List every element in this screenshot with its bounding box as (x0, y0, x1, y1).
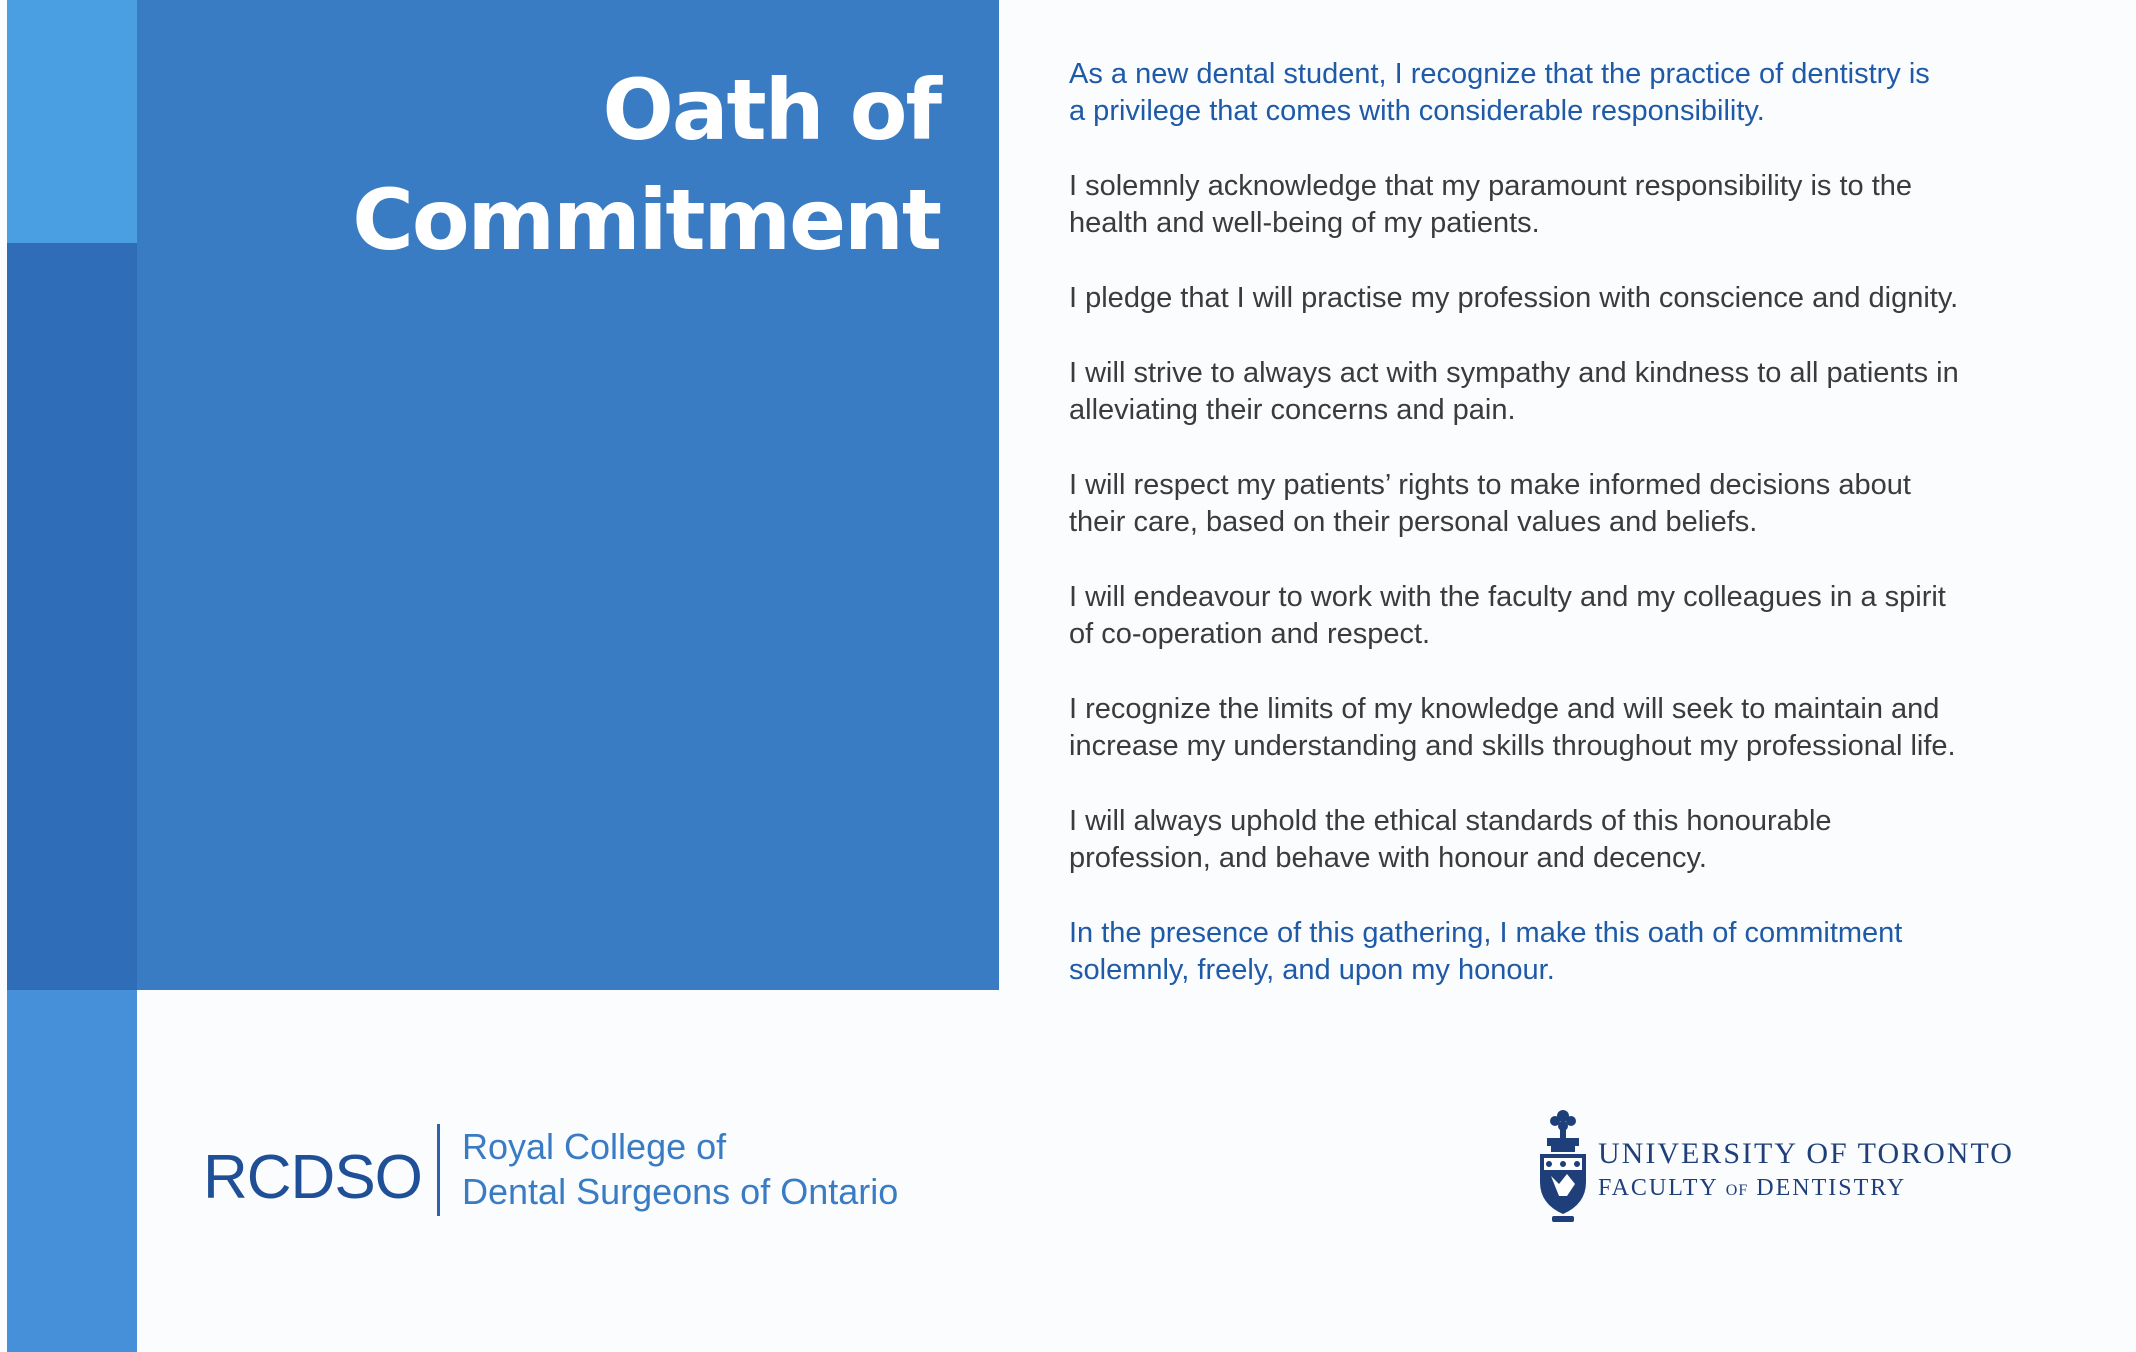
oath-line: I will strive to always act with sympathy and kindness to all patients in (1069, 357, 1959, 389)
oath-paragraph (1069, 355, 2069, 429)
oath-line: their care, based on their personal values and beliefs. (1069, 506, 1758, 538)
oath-line: of co-operation and respect. (1069, 618, 1431, 650)
oath-paragraph (1069, 168, 2069, 242)
rcdso-abbreviation: RCDSO (203, 1143, 422, 1212)
oath-line: In the presence of this gathering, I make this oath of commitment (1069, 917, 1903, 949)
uoft-faculty-name (1598, 1174, 1906, 1205)
uoft-logo (1534, 1108, 2074, 1228)
page-title (352, 55, 940, 275)
oath-paragraph-closing (1069, 915, 2069, 989)
rcdso-name-line-1: Royal College of (462, 1126, 727, 1167)
oath-line: alleviating their concerns and pain. (1069, 394, 1516, 426)
oath-line: I pledge that I will practise my profession with conscience and dignity. (1069, 282, 1959, 314)
oath-line: a privilege that comes with considerable responsibility. (1069, 95, 1765, 127)
oath-line: I solemnly acknowledge that my paramount responsibility is to the (1069, 170, 1913, 202)
uoft-of-word: OF (1725, 1182, 1749, 1199)
oath-paragraph (1069, 280, 2069, 317)
oath-line: increase my understanding and skills throughout my professional life. (1069, 730, 1956, 762)
oath-line: I recognize the limits of my knowledge and will seek to maintain and (1069, 693, 1940, 725)
oath-paragraph (1069, 691, 2069, 765)
title-panel (137, 0, 999, 990)
oath-line: profession, and behave with honour and decency. (1069, 842, 1707, 874)
title-line-2: Commitment (352, 171, 940, 269)
side-bar-light-top (7, 0, 137, 243)
oath-line: solemnly, freely, and upon my honour. (1069, 954, 1555, 986)
oath-line: I will always uphold the ethical standards of this honourable (1069, 805, 1832, 837)
uoft-university-name: UNIVERSITY OF TORONTO (1598, 1137, 2014, 1170)
title-line-1: Oath of (602, 61, 940, 159)
oath-paragraph (1069, 803, 2069, 877)
oath-line: I will respect my patients’ rights to make informed decisions about (1069, 469, 1911, 501)
side-bar-dark (7, 243, 137, 990)
rcdso-full-name (462, 1124, 898, 1214)
oath-line: I will endeavour to work with the faculty and my colleagues in a spirit (1069, 581, 1946, 613)
side-bar-light-bottom (7, 990, 137, 1352)
rcdso-divider (437, 1124, 440, 1216)
rcdso-logo (203, 1118, 923, 1218)
oath-paragraph (1069, 467, 2069, 541)
university-crest-icon (1534, 1108, 1592, 1226)
oath-paragraph (1069, 579, 2069, 653)
uoft-faculty-word: FACULTY (1598, 1175, 1718, 1201)
oath-line: As a new dental student, I recognize that the practice of dentistry is (1069, 58, 1930, 90)
oath-text (1069, 56, 2069, 989)
oath-paragraph-intro (1069, 56, 2069, 130)
oath-line: health and well-being of my patients. (1069, 207, 1540, 239)
uoft-dentistry-word: DENTISTRY (1756, 1175, 1907, 1201)
rcdso-name-line-2: Dental Surgeons of Ontario (462, 1171, 899, 1212)
